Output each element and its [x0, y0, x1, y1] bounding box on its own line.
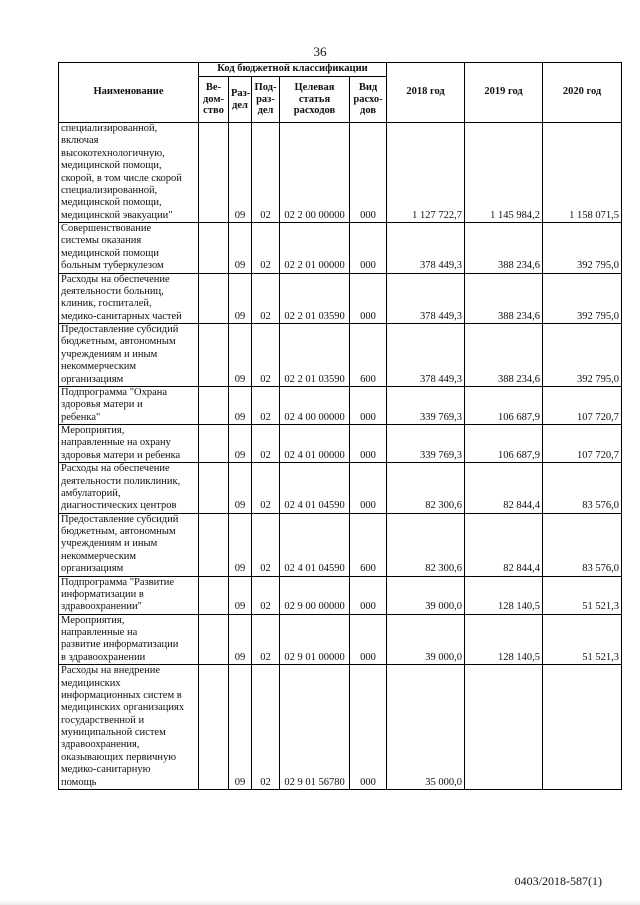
row-2020: 107 720,7 [543, 425, 622, 463]
row-vedomstvo [199, 665, 229, 790]
row-target: 02 2 00 00000 [280, 123, 350, 223]
row-podrazdel: 02 [252, 665, 280, 790]
row-razdel: 09 [229, 273, 252, 324]
table-row [59, 463, 622, 514]
row-name: Расходы на внедрение медицинских информационных систем в медицинских организациях государственной и муниципальной систем здравоохранения, оказывающих первичную медико-санитарную помощь [59, 665, 199, 790]
row-razdel: 09 [229, 576, 252, 614]
row-name: Совершенствование системы оказания медицинской помощи больным туберкулезом [59, 223, 199, 274]
row-2020: 1 158 071,5 [543, 123, 622, 223]
table-row [59, 273, 622, 324]
row-2018: 1 127 722,7 [387, 123, 465, 223]
row-razdel: 09 [229, 386, 252, 424]
row-2019: 388 234,6 [465, 223, 543, 274]
budget-table [58, 62, 622, 790]
row-2018: 39 000,0 [387, 614, 465, 665]
row-name: специализированной, включая высокотехнологичную, медицинской помощи, скорой, в том числе скорой специализированной, медицинской помощи, медицинской эвакуации" [59, 123, 199, 223]
header-2018: 2018 год [387, 63, 465, 123]
table-row [59, 425, 622, 463]
row-vid: 000 [350, 425, 387, 463]
row-vedomstvo [199, 576, 229, 614]
header-code-group: Код бюджетной классификации [199, 63, 387, 77]
row-vedomstvo [199, 386, 229, 424]
row-vid: 000 [350, 463, 387, 514]
row-razdel: 09 [229, 123, 252, 223]
row-target: 02 4 00 00000 [280, 386, 350, 424]
table-body [59, 123, 622, 790]
row-2018: 39 000,0 [387, 576, 465, 614]
row-name: Мероприятия, направленные на развитие информатизации в здравоохранении [59, 614, 199, 665]
row-podrazdel: 02 [252, 273, 280, 324]
row-podrazdel: 02 [252, 576, 280, 614]
row-2020: 51 521,3 [543, 614, 622, 665]
row-podrazdel: 02 [252, 463, 280, 514]
row-vid: 000 [350, 576, 387, 614]
row-podrazdel: 02 [252, 513, 280, 576]
row-2018: 82 300,6 [387, 513, 465, 576]
row-vid: 600 [350, 324, 387, 387]
row-vid: 000 [350, 223, 387, 274]
table-row [59, 123, 622, 223]
header-vedomstvo: Ве- дом- ство [199, 77, 229, 123]
row-razdel: 09 [229, 223, 252, 274]
row-vid: 000 [350, 123, 387, 223]
row-podrazdel: 02 [252, 386, 280, 424]
row-podrazdel: 02 [252, 324, 280, 387]
row-2019: 388 234,6 [465, 273, 543, 324]
header-2020: 2020 год [543, 63, 622, 123]
row-2020: 107 720,7 [543, 386, 622, 424]
row-2019: 388 234,6 [465, 324, 543, 387]
row-2018: 378 449,3 [387, 324, 465, 387]
row-vid: 600 [350, 513, 387, 576]
row-vedomstvo [199, 513, 229, 576]
row-vedomstvo [199, 463, 229, 514]
row-2019: 128 140,5 [465, 576, 543, 614]
row-vedomstvo [199, 223, 229, 274]
row-2018: 339 769,3 [387, 386, 465, 424]
row-name: Расходы на обеспечение деятельности поликлиник, амбулаторий, диагностических центров [59, 463, 199, 514]
table-row [59, 223, 622, 274]
row-target: 02 4 01 04590 [280, 513, 350, 576]
row-name: Предоставление субсидий бюджетным, автономным учреждениям и иным некоммерческим организациям [59, 513, 199, 576]
row-2019: 106 687,9 [465, 386, 543, 424]
table-row [59, 665, 622, 790]
header-razdel: Раз- дел [229, 77, 252, 123]
row-name: Подпрограмма "Развитие информатизации в здравоохранении" [59, 576, 199, 614]
table-row [59, 386, 622, 424]
table-row [59, 576, 622, 614]
row-vid: 000 [350, 386, 387, 424]
header-name: Наименование [59, 63, 199, 123]
row-2020: 392 795,0 [543, 273, 622, 324]
row-2018: 82 300,6 [387, 463, 465, 514]
row-2019: 128 140,5 [465, 614, 543, 665]
row-2019 [465, 665, 543, 790]
row-vedomstvo [199, 273, 229, 324]
row-2020: 392 795,0 [543, 223, 622, 274]
header-target: Целевая статья расходов [280, 77, 350, 123]
page-number: 36 [313, 44, 327, 59]
row-podrazdel: 02 [252, 614, 280, 665]
row-2019: 1 145 984,2 [465, 123, 543, 223]
row-target: 02 9 01 00000 [280, 614, 350, 665]
row-target: 02 9 01 56780 [280, 665, 350, 790]
row-2020: 83 576,0 [543, 513, 622, 576]
row-name: Мероприятия, направленные на охрану здоровья матери и ребенка [59, 425, 199, 463]
row-2020: 83 576,0 [543, 463, 622, 514]
row-vedomstvo [199, 324, 229, 387]
table-row [59, 324, 622, 387]
row-2019: 82 844,4 [465, 513, 543, 576]
row-podrazdel: 02 [252, 223, 280, 274]
row-name: Предоставление субсидий бюджетным, автономным учреждениям и иным некоммерческим организациям [59, 324, 199, 387]
row-vedomstvo [199, 425, 229, 463]
row-target: 02 2 01 00000 [280, 223, 350, 274]
row-2018: 339 769,3 [387, 425, 465, 463]
document-code: 0403/2018-587(1) [514, 874, 602, 888]
row-razdel: 09 [229, 513, 252, 576]
table-row [59, 513, 622, 576]
row-target: 02 2 01 03590 [280, 273, 350, 324]
row-vid: 000 [350, 614, 387, 665]
row-2018: 35 000,0 [387, 665, 465, 790]
row-podrazdel: 02 [252, 425, 280, 463]
row-razdel: 09 [229, 665, 252, 790]
row-razdel: 09 [229, 324, 252, 387]
row-name: Расходы на обеспечение деятельности больниц, клиник, госпиталей, медико-санитарных частей [59, 273, 199, 324]
row-vid: 000 [350, 273, 387, 324]
row-target: 02 2 01 03590 [280, 324, 350, 387]
row-name: Подпрограмма "Охрана здоровья матери и ребенка" [59, 386, 199, 424]
header-podrazdel: Под- раз- дел [252, 77, 280, 123]
row-vid: 000 [350, 665, 387, 790]
row-target: 02 4 01 04590 [280, 463, 350, 514]
row-2018: 378 449,3 [387, 273, 465, 324]
row-vedomstvo [199, 614, 229, 665]
row-2019: 106 687,9 [465, 425, 543, 463]
row-razdel: 09 [229, 463, 252, 514]
row-2018: 378 449,3 [387, 223, 465, 274]
table-row [59, 614, 622, 665]
row-2020: 51 521,3 [543, 576, 622, 614]
row-target: 02 4 01 00000 [280, 425, 350, 463]
row-2020: 392 795,0 [543, 324, 622, 387]
row-vedomstvo [199, 123, 229, 223]
row-2020 [543, 665, 622, 790]
row-podrazdel: 02 [252, 123, 280, 223]
row-2019: 82 844,4 [465, 463, 543, 514]
scan-edge [0, 900, 640, 905]
row-target: 02 9 00 00000 [280, 576, 350, 614]
row-razdel: 09 [229, 425, 252, 463]
header-2019: 2019 год [465, 63, 543, 123]
header-vid: Вид расхо- дов [350, 77, 387, 123]
row-razdel: 09 [229, 614, 252, 665]
